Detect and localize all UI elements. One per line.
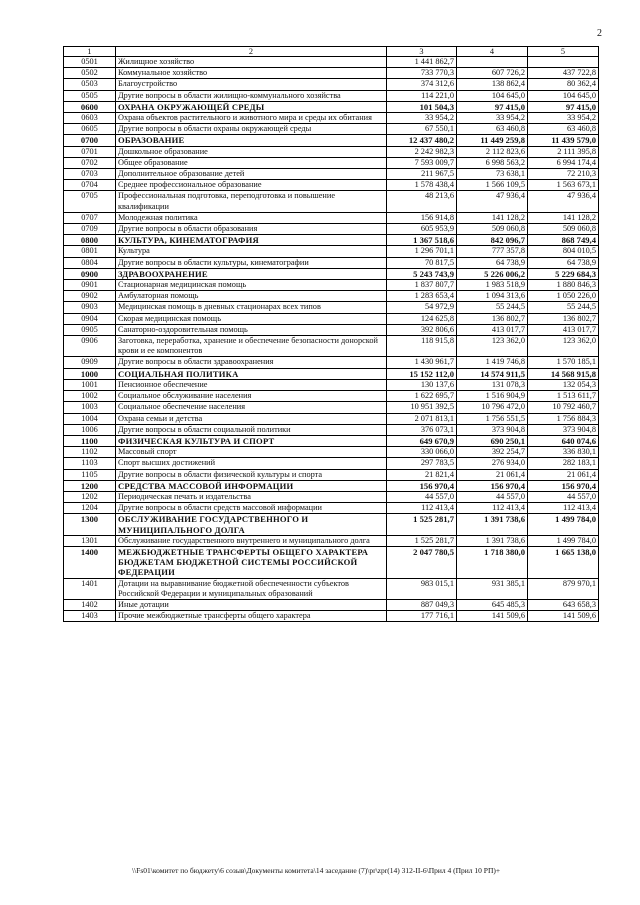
table-row xyxy=(64,379,599,390)
row-name: Обслуживание государственного внутреннего и муниципального долга xyxy=(116,535,387,546)
row-value-col3: 1 296 701,1 xyxy=(387,246,457,257)
table-row xyxy=(64,336,599,357)
row-code: 1102 xyxy=(64,447,116,458)
row-value-col5: 33 954,2 xyxy=(528,113,599,124)
row-code: 0603 xyxy=(64,113,116,124)
table-row xyxy=(64,257,599,268)
row-name: Жилищное хозяйство xyxy=(116,57,387,68)
row-value-col5: 640 074,6 xyxy=(528,435,599,446)
row-value-col4: 1 756 551,5 xyxy=(457,413,528,424)
section-row xyxy=(64,235,599,246)
row-value-col4: 1 516 904,9 xyxy=(457,391,528,402)
header-cell-1: 1 xyxy=(64,47,116,57)
row-code: 0502 xyxy=(64,68,116,79)
row-value-col4: 1 566 109,5 xyxy=(457,180,528,191)
row-value-col5: 1 499 784,0 xyxy=(528,514,599,535)
table-row xyxy=(64,458,599,469)
row-code: 1300 xyxy=(64,514,116,535)
row-value-col4: 136 802,7 xyxy=(457,313,528,324)
row-value-col4: 509 060,8 xyxy=(457,224,528,235)
row-value-col4: 44 557,0 xyxy=(457,491,528,502)
row-value-col3: 48 213,6 xyxy=(387,191,457,212)
row-name: Скорая медицинская помощь xyxy=(116,313,387,324)
table-row xyxy=(64,180,599,191)
table-row xyxy=(64,503,599,514)
row-value-col5: 336 830,1 xyxy=(528,447,599,458)
row-name: Спорт высших достижений xyxy=(116,458,387,469)
row-value-col5: 72 210,3 xyxy=(528,169,599,180)
row-code: 0900 xyxy=(64,268,116,279)
table-row xyxy=(64,212,599,223)
table-row xyxy=(64,113,599,124)
row-code: 0700 xyxy=(64,135,116,146)
row-value-col5: 112 413,4 xyxy=(528,503,599,514)
header-row xyxy=(64,47,599,57)
row-value-col3: 118 915,8 xyxy=(387,336,457,357)
row-code: 0600 xyxy=(64,101,116,112)
table-row xyxy=(64,611,599,622)
row-value-col3: 211 967,5 xyxy=(387,169,457,180)
row-value-col5 xyxy=(528,57,599,68)
row-value-col4: 373 904,8 xyxy=(457,424,528,435)
row-value-col3: 21 821,4 xyxy=(387,469,457,480)
row-value-col4: 645 485,3 xyxy=(457,599,528,610)
row-code: 1204 xyxy=(64,503,116,514)
row-value-col4: 123 362,0 xyxy=(457,336,528,357)
row-name: Другие вопросы в области здравоохранения xyxy=(116,357,387,368)
row-code: 1402 xyxy=(64,599,116,610)
row-value-col4: 842 096,7 xyxy=(457,235,528,246)
row-code: 1002 xyxy=(64,391,116,402)
row-code: 0800 xyxy=(64,235,116,246)
row-value-col3: 649 670,9 xyxy=(387,435,457,446)
row-name: Периодическая печать и издательства xyxy=(116,491,387,502)
row-code: 1200 xyxy=(64,480,116,491)
row-value-col3: 1 622 695,7 xyxy=(387,391,457,402)
row-code: 1400 xyxy=(64,546,116,578)
table-row xyxy=(64,469,599,480)
row-value-col5: 44 557,0 xyxy=(528,491,599,502)
row-name: Другие вопросы в области жилищно-коммунального хозяйства xyxy=(116,90,387,101)
row-value-col3: 376 073,1 xyxy=(387,424,457,435)
row-value-col4: 413 017,7 xyxy=(457,324,528,335)
row-value-col5: 437 722,8 xyxy=(528,68,599,79)
row-value-col3: 392 806,6 xyxy=(387,324,457,335)
header-cell-3: 3 xyxy=(387,47,457,57)
table-row xyxy=(64,578,599,599)
row-value-col5: 1 880 846,3 xyxy=(528,280,599,291)
row-code: 0705 xyxy=(64,191,116,212)
row-name: Прочие межбюджетные трансферты общего характера xyxy=(116,611,387,622)
row-name: СОЦИАЛЬНАЯ ПОЛИТИКА xyxy=(116,368,387,379)
row-code: 0902 xyxy=(64,291,116,302)
section-row xyxy=(64,101,599,112)
row-name: Дотации на выравнивание бюджетной обеспеченности субъектов Российской Федерации и муниципальных образований xyxy=(116,578,387,599)
row-name: ОБСЛУЖИВАНИЕ ГОСУДАРСТВЕННОГО И МУНИЦИПАЛЬНОГО ДОЛГА xyxy=(116,514,387,535)
row-value-col4: 55 244,5 xyxy=(457,302,528,313)
table-row xyxy=(64,302,599,313)
row-value-col5: 868 749,4 xyxy=(528,235,599,246)
row-value-col5: 1 665 138,0 xyxy=(528,546,599,578)
section-row xyxy=(64,368,599,379)
row-code: 1001 xyxy=(64,379,116,390)
row-value-col5: 2 111 395,8 xyxy=(528,146,599,157)
row-code: 0904 xyxy=(64,313,116,324)
row-value-col4: 141 509,6 xyxy=(457,611,528,622)
row-value-col4: 777 357,8 xyxy=(457,246,528,257)
row-value-col4: 1 983 518,9 xyxy=(457,280,528,291)
table-row xyxy=(64,402,599,413)
row-value-col3: 177 716,1 xyxy=(387,611,457,622)
budget-table xyxy=(63,46,599,622)
row-code: 1004 xyxy=(64,413,116,424)
row-value-col3: 54 972,9 xyxy=(387,302,457,313)
table-row xyxy=(64,599,599,610)
row-name: ОБРАЗОВАНИЕ xyxy=(116,135,387,146)
row-value-col4: 73 638,1 xyxy=(457,169,528,180)
row-name: Социальное обеспечение населения xyxy=(116,402,387,413)
row-name: Охрана объектов растительного и животного мира и среды их обитания xyxy=(116,113,387,124)
table-row xyxy=(64,246,599,257)
row-value-col4: 6 998 563,2 xyxy=(457,157,528,168)
row-value-col4: 1 718 380,0 xyxy=(457,546,528,578)
row-value-col5: 1 050 226,0 xyxy=(528,291,599,302)
row-value-col5: 804 010,5 xyxy=(528,246,599,257)
row-value-col4: 392 254,7 xyxy=(457,447,528,458)
row-name: Общее образование xyxy=(116,157,387,168)
table-row xyxy=(64,324,599,335)
row-code: 0501 xyxy=(64,57,116,68)
row-name: Пенсионное обеспечение xyxy=(116,379,387,390)
row-name: ОХРАНА ОКРУЖАЮЩЕЙ СРЕДЫ xyxy=(116,101,387,112)
table-row xyxy=(64,68,599,79)
row-code: 1000 xyxy=(64,368,116,379)
row-value-col4: 1 391 738,6 xyxy=(457,514,528,535)
table-row xyxy=(64,413,599,424)
row-name: Дополнительное образование детей xyxy=(116,169,387,180)
row-value-col3: 114 221,0 xyxy=(387,90,457,101)
row-value-col4: 63 460,8 xyxy=(457,124,528,135)
row-value-col3: 1 283 653,4 xyxy=(387,291,457,302)
header-cell-4: 4 xyxy=(457,47,528,57)
row-code: 0702 xyxy=(64,157,116,168)
row-value-col4: 112 413,4 xyxy=(457,503,528,514)
table-row xyxy=(64,90,599,101)
table-row xyxy=(64,169,599,180)
row-value-col3: 112 413,4 xyxy=(387,503,457,514)
section-row xyxy=(64,546,599,578)
row-name: Культура xyxy=(116,246,387,257)
row-code: 0709 xyxy=(64,224,116,235)
section-row xyxy=(64,135,599,146)
header-cell-5: 5 xyxy=(528,47,599,57)
row-value-col3: 1 837 807,7 xyxy=(387,280,457,291)
row-code: 0909 xyxy=(64,357,116,368)
row-code: 1301 xyxy=(64,535,116,546)
row-value-col5: 643 658,3 xyxy=(528,599,599,610)
row-value-col3: 330 066,0 xyxy=(387,447,457,458)
row-value-col3: 12 437 480,2 xyxy=(387,135,457,146)
row-value-col4: 97 415,0 xyxy=(457,101,528,112)
row-name: Стационарная медицинская помощь xyxy=(116,280,387,291)
row-value-col4: 131 078,3 xyxy=(457,379,528,390)
row-name: Другие вопросы в области социальной политики xyxy=(116,424,387,435)
row-value-col3: 1 441 862,7 xyxy=(387,57,457,68)
row-value-col3: 156 970,4 xyxy=(387,480,457,491)
table-row xyxy=(64,391,599,402)
row-name: СРЕДСТВА МАССОВОЙ ИНФОРМАЦИИ xyxy=(116,480,387,491)
row-value-col5: 282 183,1 xyxy=(528,458,599,469)
row-name: Профессиональная подготовка, переподготовка и повышение квалификации xyxy=(116,191,387,212)
row-value-col3: 1 430 961,7 xyxy=(387,357,457,368)
table-row xyxy=(64,280,599,291)
row-name: Другие вопросы в области средств массовой информации xyxy=(116,503,387,514)
row-name: ЗДРАВООХРАНЕНИЕ xyxy=(116,268,387,279)
header-cell-2: 2 xyxy=(116,47,387,57)
row-value-col5: 132 054,3 xyxy=(528,379,599,390)
row-value-col5: 1 756 884,3 xyxy=(528,413,599,424)
row-name: Другие вопросы в области культуры, кинематографии xyxy=(116,257,387,268)
row-value-col5: 80 362,4 xyxy=(528,79,599,90)
row-value-col5: 136 802,7 xyxy=(528,313,599,324)
row-code: 1105 xyxy=(64,469,116,480)
row-name: Коммунальное хозяйство xyxy=(116,68,387,79)
row-code: 0901 xyxy=(64,280,116,291)
row-code: 0804 xyxy=(64,257,116,268)
row-name: Амбулаторная помощь xyxy=(116,291,387,302)
table-row xyxy=(64,191,599,212)
row-code: 1003 xyxy=(64,402,116,413)
row-code: 0605 xyxy=(64,124,116,135)
row-value-col4: 104 645,0 xyxy=(457,90,528,101)
row-name: Иные дотации xyxy=(116,599,387,610)
row-name: КУЛЬТУРА, КИНЕМАТОГРАФИЯ xyxy=(116,235,387,246)
row-name: Медицинская помощь в дневных стационарах всех типов xyxy=(116,302,387,313)
row-value-col3: 1 367 518,6 xyxy=(387,235,457,246)
row-value-col4: 931 385,1 xyxy=(457,578,528,599)
row-code: 0503 xyxy=(64,79,116,90)
row-value-col5: 879 970,1 xyxy=(528,578,599,599)
row-name: Социальное обслуживание населения xyxy=(116,391,387,402)
row-name: Заготовка, переработка, хранение и обеспечение безопасности донорской крови и ее компонентов xyxy=(116,336,387,357)
row-value-col5: 123 362,0 xyxy=(528,336,599,357)
row-name: Массовый спорт xyxy=(116,447,387,458)
row-value-col3: 733 770,3 xyxy=(387,68,457,79)
row-value-col3: 33 954,2 xyxy=(387,113,457,124)
row-code: 0903 xyxy=(64,302,116,313)
row-code: 0906 xyxy=(64,336,116,357)
row-value-col3: 10 951 392,5 xyxy=(387,402,457,413)
row-value-col5: 141 509,6 xyxy=(528,611,599,622)
table-row xyxy=(64,535,599,546)
row-name: Другие вопросы в области физической культуры и спорта xyxy=(116,469,387,480)
row-value-col4: 1 391 738,6 xyxy=(457,535,528,546)
row-name: Молодежная политика xyxy=(116,212,387,223)
row-value-col3: 983 015,1 xyxy=(387,578,457,599)
row-value-col5: 141 128,2 xyxy=(528,212,599,223)
row-value-col4: 1 419 746,8 xyxy=(457,357,528,368)
row-value-col3: 5 243 743,9 xyxy=(387,268,457,279)
row-value-col3: 2 242 982,3 xyxy=(387,146,457,157)
row-code: 0801 xyxy=(64,246,116,257)
row-code: 0505 xyxy=(64,90,116,101)
row-value-col4: 5 226 006,2 xyxy=(457,268,528,279)
row-value-col4: 14 574 911,5 xyxy=(457,368,528,379)
row-value-col4: 64 738,9 xyxy=(457,257,528,268)
row-name: Охрана семьи и детства xyxy=(116,413,387,424)
row-code: 1006 xyxy=(64,424,116,435)
row-value-col4: 21 061,4 xyxy=(457,469,528,480)
row-value-col5: 373 904,8 xyxy=(528,424,599,435)
row-name: МЕЖБЮДЖЕТНЫЕ ТРАНСФЕРТЫ ОБЩЕГО ХАРАКТЕРА БЮДЖЕТАМ БЮДЖЕТНОЙ СИСТЕМЫ РОССИЙСКОЙ ФЕДЕРАЦИИ xyxy=(116,546,387,578)
row-value-col3: 297 783,5 xyxy=(387,458,457,469)
row-code: 0707 xyxy=(64,212,116,223)
page-number: 2 xyxy=(597,28,602,39)
row-value-col5: 1 513 611,7 xyxy=(528,391,599,402)
row-value-col5: 5 229 684,3 xyxy=(528,268,599,279)
row-value-col4 xyxy=(457,57,528,68)
row-value-col4: 2 112 823,6 xyxy=(457,146,528,157)
row-value-col3: 124 625,8 xyxy=(387,313,457,324)
row-code: 0701 xyxy=(64,146,116,157)
row-value-col5: 63 460,8 xyxy=(528,124,599,135)
budget-table-body xyxy=(64,47,599,622)
row-value-col4: 276 934,0 xyxy=(457,458,528,469)
section-row xyxy=(64,268,599,279)
row-value-col5: 1 563 673,1 xyxy=(528,180,599,191)
row-value-col3: 374 312,6 xyxy=(387,79,457,90)
table-row xyxy=(64,124,599,135)
row-name: Среднее профессиональное образование xyxy=(116,180,387,191)
row-value-col3: 1 578 438,4 xyxy=(387,180,457,191)
row-value-col5: 156 970,4 xyxy=(528,480,599,491)
row-code: 1103 xyxy=(64,458,116,469)
row-value-col3: 130 137,6 xyxy=(387,379,457,390)
section-row xyxy=(64,514,599,535)
row-value-col5: 64 738,9 xyxy=(528,257,599,268)
row-value-col5: 97 415,0 xyxy=(528,101,599,112)
row-name: ФИЗИЧЕСКАЯ КУЛЬТУРА И СПОРТ xyxy=(116,435,387,446)
table-row xyxy=(64,357,599,368)
row-value-col3: 156 914,8 xyxy=(387,212,457,223)
table-row xyxy=(64,313,599,324)
row-value-col3: 7 593 009,7 xyxy=(387,157,457,168)
row-code: 1403 xyxy=(64,611,116,622)
row-value-col5: 55 244,5 xyxy=(528,302,599,313)
row-value-col5: 1 570 185,1 xyxy=(528,357,599,368)
row-value-col4: 141 128,2 xyxy=(457,212,528,223)
row-value-col5: 14 568 915,8 xyxy=(528,368,599,379)
table-row xyxy=(64,57,599,68)
row-value-col4: 33 954,2 xyxy=(457,113,528,124)
table-row xyxy=(64,424,599,435)
row-value-col5: 509 060,8 xyxy=(528,224,599,235)
row-code: 1202 xyxy=(64,491,116,502)
row-value-col3: 605 953,9 xyxy=(387,224,457,235)
table-row xyxy=(64,79,599,90)
table-row xyxy=(64,447,599,458)
row-value-col4: 138 862,4 xyxy=(457,79,528,90)
row-value-col3: 15 152 112,0 xyxy=(387,368,457,379)
row-value-col4: 11 449 259,8 xyxy=(457,135,528,146)
section-row xyxy=(64,435,599,446)
row-code: 1401 xyxy=(64,578,116,599)
table-row xyxy=(64,146,599,157)
row-value-col5: 413 017,7 xyxy=(528,324,599,335)
row-value-col3: 1 525 281,7 xyxy=(387,535,457,546)
row-value-col5: 21 061,4 xyxy=(528,469,599,480)
row-code: 0905 xyxy=(64,324,116,335)
row-code: 0703 xyxy=(64,169,116,180)
row-value-col5: 1 499 784,0 xyxy=(528,535,599,546)
row-code: 0704 xyxy=(64,180,116,191)
row-value-col5: 6 994 174,4 xyxy=(528,157,599,168)
section-row xyxy=(64,480,599,491)
row-value-col3: 70 817,5 xyxy=(387,257,457,268)
row-value-col3: 2 047 780,5 xyxy=(387,546,457,578)
file-path-footer: \\Fs01\комитет по бюджету\6 созыв\Документы комитета\14 заседание (7)\pr\zpr(14) 312-II-6\Прил 4 (Прил 10 РП)+ xyxy=(132,866,501,875)
row-name: Санаторно-оздоровительная помощь xyxy=(116,324,387,335)
row-value-col5: 11 439 579,0 xyxy=(528,135,599,146)
row-value-col4: 607 726,2 xyxy=(457,68,528,79)
row-value-col3: 1 525 281,7 xyxy=(387,514,457,535)
row-name: Дошкольное образование xyxy=(116,146,387,157)
row-value-col3: 101 504,3 xyxy=(387,101,457,112)
row-code: 1100 xyxy=(64,435,116,446)
row-value-col4: 690 250,1 xyxy=(457,435,528,446)
table-row xyxy=(64,157,599,168)
row-value-col3: 44 557,0 xyxy=(387,491,457,502)
row-name: Другие вопросы в области образования xyxy=(116,224,387,235)
row-name: Другие вопросы в области охраны окружающей среды xyxy=(116,124,387,135)
table-row xyxy=(64,291,599,302)
row-value-col3: 887 049,3 xyxy=(387,599,457,610)
row-value-col4: 10 796 472,0 xyxy=(457,402,528,413)
row-value-col4: 156 970,4 xyxy=(457,480,528,491)
row-value-col5: 104 645,0 xyxy=(528,90,599,101)
row-value-col5: 47 936,4 xyxy=(528,191,599,212)
row-value-col3: 2 071 813,1 xyxy=(387,413,457,424)
row-value-col4: 1 094 313,6 xyxy=(457,291,528,302)
row-value-col5: 10 792 460,7 xyxy=(528,402,599,413)
table-row xyxy=(64,224,599,235)
row-name: Благоустройство xyxy=(116,79,387,90)
row-value-col4: 47 936,4 xyxy=(457,191,528,212)
row-value-col3: 67 550,1 xyxy=(387,124,457,135)
table-row xyxy=(64,491,599,502)
